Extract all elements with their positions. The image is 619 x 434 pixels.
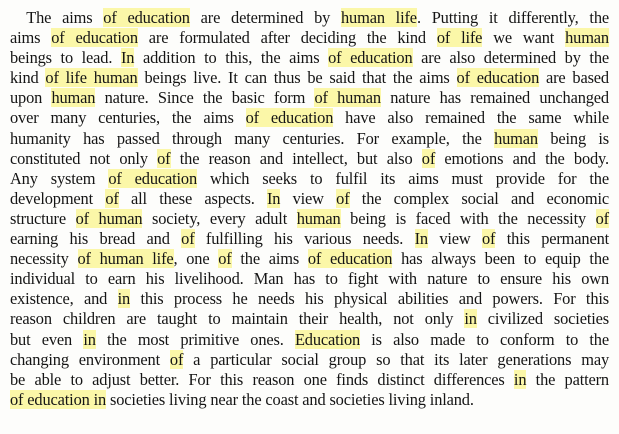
text-segment: constituted not only: [10, 148, 158, 168]
text-line: [10, 249, 609, 269]
text-segment: societies living near the coast and societies living inland.: [106, 389, 474, 409]
text-segment: . Putting it differently, the: [416, 8, 609, 27]
text-line: [10, 68, 609, 88]
text-segment: changing environment: [10, 349, 170, 369]
highlighted-text: of education: [307, 249, 393, 269]
text-segment: civilized societies: [476, 309, 609, 329]
highlighted-text: human: [565, 28, 609, 48]
text-segment: nature. Since the basic form: [95, 88, 315, 108]
text-segment: this process he needs his physical abilities and powers. For this: [130, 289, 610, 309]
text-segment: are formulated after deciding the kind: [137, 28, 437, 48]
highlighted-text: in: [117, 289, 131, 309]
text-segment: upon: [10, 88, 52, 108]
text-line: [10, 8, 609, 28]
text-segment: view: [427, 229, 482, 249]
highlighted-text: Education: [294, 329, 361, 349]
text-line: [10, 209, 609, 229]
text-line: [10, 350, 609, 370]
highlighted-text: human: [51, 88, 96, 108]
text-segment: kind: [10, 68, 46, 88]
text-segment: reason children are taught to maintain their health, not only: [10, 309, 465, 329]
text-line: [10, 390, 609, 410]
highlighted-text: of education: [108, 168, 198, 188]
text-segment: individual to earn his livelihood. Man has to fight with nature to ensure his own: [10, 269, 609, 289]
text-segment: a particular social group so that its later generations may: [183, 349, 609, 369]
text-segment: we want: [482, 28, 566, 48]
highlighted-text: human: [296, 208, 341, 228]
text-segment: necessity: [10, 249, 78, 269]
highlighted-text: of human: [314, 88, 381, 108]
text-line: [10, 129, 609, 149]
text-segment: development: [10, 188, 106, 208]
text-line: [10, 28, 609, 48]
text-segment: earning his bread and: [10, 229, 182, 249]
text-line: [10, 108, 609, 128]
highlighted-text: in: [513, 369, 527, 389]
text-line: [10, 269, 609, 289]
highlighted-text: of: [336, 188, 350, 208]
text-line: [10, 330, 609, 350]
highlighted-text: of education: [328, 48, 413, 68]
text-segment: is also made to conform to the: [360, 329, 609, 349]
highlighted-text: of education in: [10, 389, 107, 409]
highlighted-text: In: [414, 229, 428, 249]
text-segment: emotions and the body.: [435, 148, 609, 168]
highlighted-text: in: [83, 329, 96, 349]
text-segment: view: [280, 188, 337, 208]
text-segment: the pattern: [526, 369, 609, 389]
highlighted-text: human: [494, 128, 538, 148]
highlighted-text: of human: [75, 208, 143, 228]
text-segment: structure: [10, 208, 76, 228]
text-segment: all these aspects.: [118, 188, 267, 208]
text-segment: The aims: [10, 8, 104, 27]
text-segment: the reason and intellect, but also: [170, 148, 422, 168]
highlighted-text: of education: [51, 28, 138, 48]
text-line: [10, 169, 609, 189]
highlighted-text: of: [157, 148, 171, 168]
text-line: [10, 309, 609, 329]
text-segment: but even: [10, 329, 84, 349]
highlighted-text: of education: [245, 108, 334, 128]
text-segment: which seeks to fulfil its aims must provide for the: [197, 168, 609, 188]
text-line: [10, 370, 609, 390]
text-segment: beings live. It can thus be said that the aims: [137, 68, 457, 88]
highlighted-text: of life: [436, 28, 483, 48]
highlighted-text: human life: [341, 8, 417, 27]
highlighted-text: of: [482, 229, 496, 249]
text-segment: be able to adjust better. For this reason one finds distinct differences: [10, 369, 514, 389]
text-segment: fulfilling his various needs.: [194, 229, 415, 249]
text-segment: this permanent: [495, 229, 610, 249]
text-segment: addition to this, the aims: [134, 48, 329, 68]
highlighted-text: in: [464, 309, 477, 329]
text-segment: has always been to equip the: [392, 249, 610, 269]
text-segment: the complex social and economic: [349, 188, 610, 208]
text-segment: nature has remained unchanged: [380, 88, 609, 108]
text-line: [10, 149, 609, 169]
paragraph: [10, 8, 609, 410]
text-line: [10, 289, 609, 309]
highlighted-text: of human life: [77, 249, 174, 269]
text-segment: aims: [10, 28, 52, 48]
text-segment: being is faced with the necessity: [340, 208, 596, 228]
text-segment: society, every adult: [142, 208, 297, 228]
highlighted-text: In: [120, 48, 135, 68]
highlighted-text: of education: [456, 68, 540, 88]
text-segment: the aims: [231, 249, 308, 269]
text-segment: over many centuries, the aims: [10, 108, 246, 128]
highlighted-text: of: [181, 229, 195, 249]
highlighted-text: In: [266, 188, 281, 208]
text-segment: are based: [539, 68, 609, 88]
highlighted-text: of education: [103, 8, 190, 27]
text-segment: are also determined by the: [412, 48, 609, 68]
text-line: [10, 88, 609, 108]
text-line: [10, 229, 609, 249]
highlighted-text: of: [421, 148, 436, 168]
text-segment: have also remained the same while: [333, 108, 609, 128]
text-segment: humanity has passed through many centuries. For example, the: [10, 128, 495, 148]
text-segment: Any system: [10, 168, 109, 188]
text-segment: the most primitive ones.: [95, 329, 295, 349]
text-segment: being is: [537, 128, 609, 148]
text-segment: existence, and: [10, 289, 118, 309]
text-line: [10, 48, 609, 68]
highlighted-text: of life human: [45, 68, 138, 88]
text-segment: beings to lead.: [10, 48, 121, 68]
text-line: [10, 189, 609, 209]
highlighted-text: of: [169, 349, 184, 369]
text-segment: , one: [173, 249, 219, 269]
highlighted-text: of: [218, 249, 232, 269]
highlighted-text: of: [105, 188, 119, 208]
highlighted-text: of: [595, 208, 609, 228]
text-segment: are determined by: [189, 8, 341, 27]
